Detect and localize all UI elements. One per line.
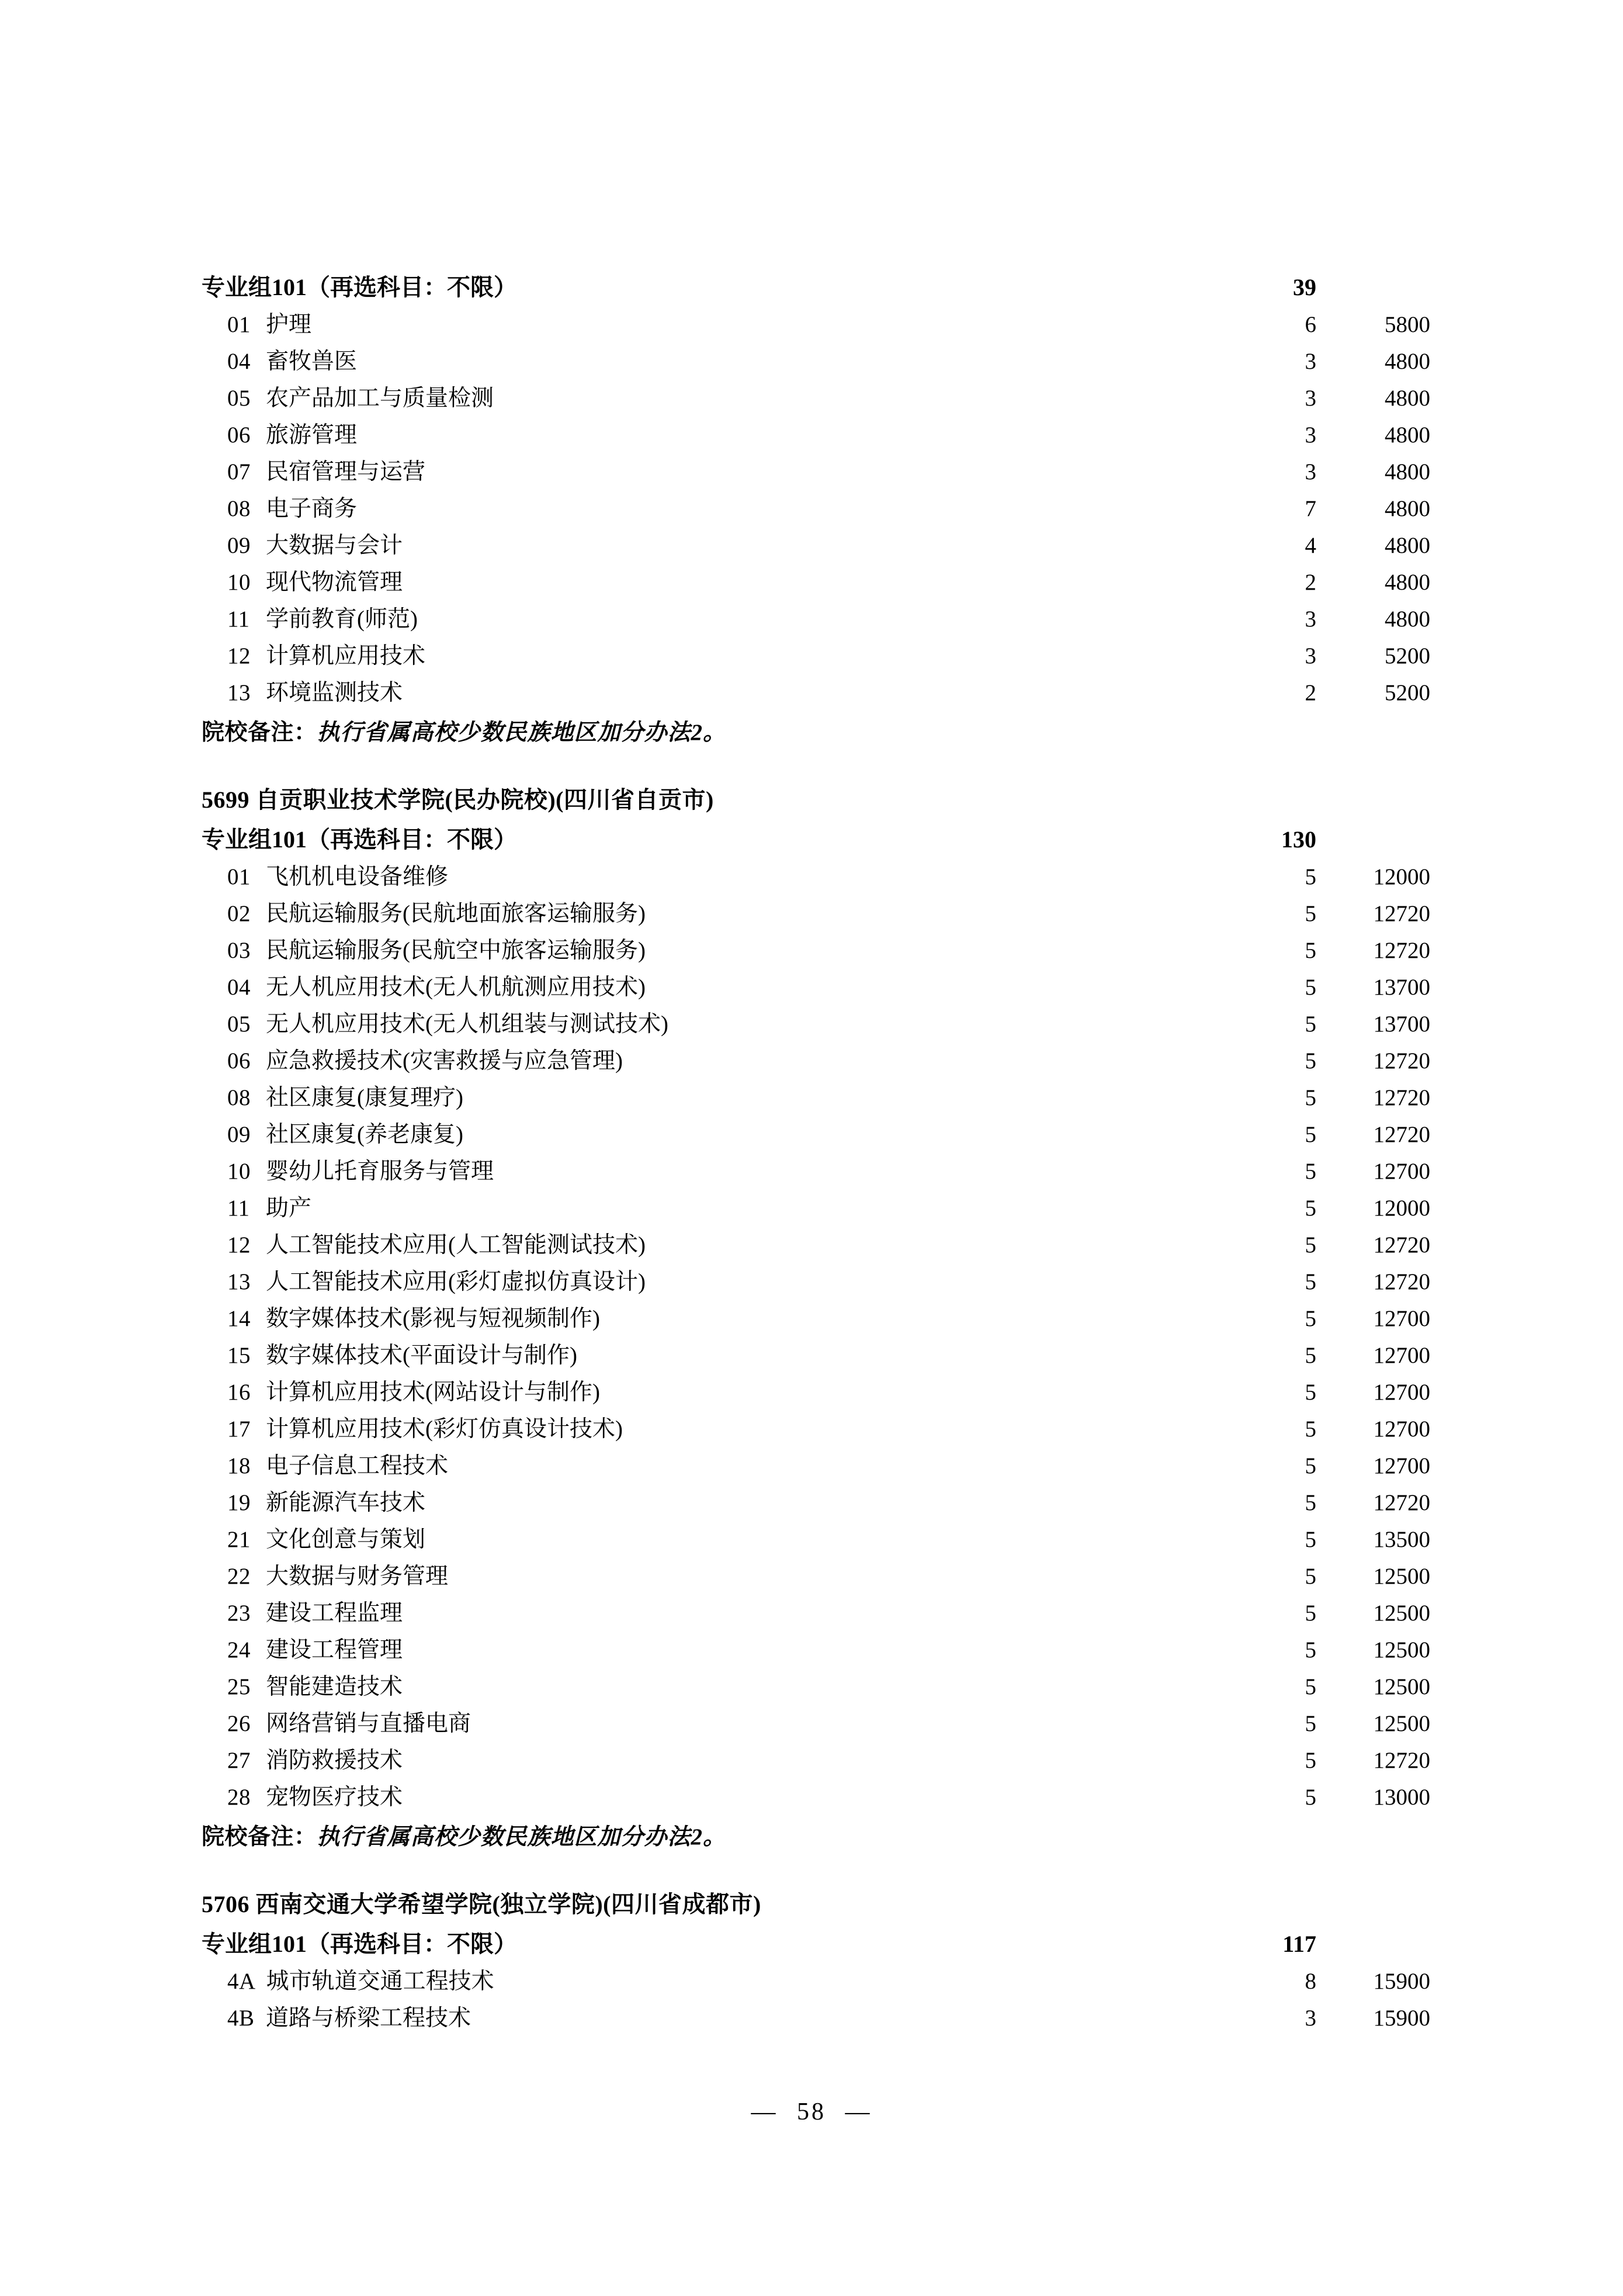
major-plan-count: 7 bbox=[1305, 496, 1316, 521]
major-name: 旅游管理 bbox=[266, 423, 358, 448]
major-row bbox=[202, 1263, 1430, 1300]
major-name: 道路与桥梁工程技术 bbox=[266, 2006, 471, 2031]
major-tuition-fee: 12720 bbox=[1373, 938, 1430, 963]
major-tuition-fee: 15900 bbox=[1373, 2006, 1430, 2031]
major-name: 应急救援技术(灾害救援与应急管理) bbox=[266, 1048, 623, 1073]
major-plan-count: 5 bbox=[1305, 901, 1316, 926]
major-plan-count: 5 bbox=[1305, 1711, 1316, 1736]
major-row bbox=[202, 932, 1430, 969]
major-row bbox=[202, 1447, 1430, 1484]
major-plan-count: 5 bbox=[1305, 1674, 1316, 1699]
major-code: 10 bbox=[227, 1159, 251, 1184]
major-code: 12 bbox=[227, 643, 251, 669]
major-tuition-fee: 12700 bbox=[1373, 1159, 1430, 1184]
major-plan-count: 5 bbox=[1305, 1601, 1316, 1626]
major-name: 人工智能技术应用(人工智能测试技术) bbox=[266, 1232, 646, 1258]
major-tuition-fee: 4800 bbox=[1385, 607, 1430, 632]
major-group-plan-count: 39 bbox=[1293, 274, 1316, 300]
major-row bbox=[202, 674, 1430, 711]
major-plan-count: 5 bbox=[1305, 938, 1316, 963]
major-code: 14 bbox=[227, 1306, 251, 1331]
major-plan-count: 6 bbox=[1305, 312, 1316, 337]
major-tuition-fee: 13500 bbox=[1373, 1527, 1430, 1552]
major-tuition-fee: 4800 bbox=[1385, 423, 1430, 448]
major-plan-count: 3 bbox=[1305, 643, 1316, 669]
major-group-header bbox=[202, 269, 1430, 306]
major-tuition-fee: 12720 bbox=[1373, 1269, 1430, 1294]
major-tuition-fee: 12500 bbox=[1373, 1637, 1430, 1663]
school-title: 5706 西南交通大学希望学院(独立学院)(四川省成都市) bbox=[202, 1891, 761, 1917]
major-name: 宠物医疗技术 bbox=[266, 1785, 403, 1810]
school-note-text: 执行省属高校少数民族地区加分办法2。 bbox=[317, 1824, 727, 1850]
major-tuition-fee: 12700 bbox=[1373, 1343, 1430, 1368]
major-plan-count: 8 bbox=[1305, 1969, 1316, 1994]
footer-dash-left: — bbox=[751, 2098, 778, 2125]
major-tuition-fee: 4800 bbox=[1385, 533, 1430, 558]
major-plan-count: 5 bbox=[1305, 1748, 1316, 1773]
major-name: 大数据与财务管理 bbox=[266, 1564, 449, 1589]
major-plan-count: 5 bbox=[1305, 1232, 1316, 1258]
major-row bbox=[202, 1558, 1430, 1595]
major-code: 05 bbox=[227, 1012, 251, 1037]
major-code: 21 bbox=[227, 1527, 251, 1552]
major-row bbox=[202, 601, 1430, 638]
major-row bbox=[202, 453, 1430, 490]
major-row bbox=[202, 1374, 1430, 1411]
school-note bbox=[202, 715, 1430, 751]
major-name: 民宿管理与运营 bbox=[266, 459, 426, 484]
major-name: 学前教育(师范) bbox=[266, 607, 418, 632]
major-plan-count: 5 bbox=[1305, 1085, 1316, 1110]
major-code: 04 bbox=[227, 349, 251, 374]
major-code: 11 bbox=[227, 607, 250, 632]
school-title: 5699 自贡职业技术学院(民办院校)(四川省自贡市) bbox=[202, 787, 714, 813]
major-code: 13 bbox=[227, 680, 251, 705]
major-name: 环境监测技术 bbox=[266, 680, 403, 705]
major-row bbox=[202, 490, 1430, 527]
major-group-plan-count: 117 bbox=[1282, 1931, 1316, 1957]
major-plan-count: 5 bbox=[1305, 1785, 1316, 1810]
major-code: 22 bbox=[227, 1564, 251, 1589]
major-tuition-fee: 12720 bbox=[1373, 1122, 1430, 1147]
major-name: 飞机机电设备维修 bbox=[266, 864, 449, 889]
major-name: 智能建造技术 bbox=[266, 1674, 403, 1699]
major-plan-count: 2 bbox=[1305, 680, 1316, 705]
major-row bbox=[202, 1963, 1430, 2000]
catalog-content bbox=[202, 269, 1430, 2037]
major-tuition-fee: 12700 bbox=[1373, 1380, 1430, 1405]
major-tuition-fee: 12500 bbox=[1373, 1674, 1430, 1699]
major-row bbox=[202, 527, 1430, 564]
major-tuition-fee: 12500 bbox=[1373, 1711, 1430, 1736]
major-plan-count: 5 bbox=[1305, 864, 1316, 889]
major-tuition-fee: 12720 bbox=[1373, 1085, 1430, 1110]
major-group-header bbox=[202, 821, 1430, 858]
major-row bbox=[202, 1300, 1430, 1337]
major-tuition-fee: 12700 bbox=[1373, 1417, 1430, 1442]
major-name: 无人机应用技术(无人机组装与测试技术) bbox=[266, 1012, 668, 1037]
major-plan-count: 3 bbox=[1305, 2006, 1316, 2031]
major-tuition-fee: 4800 bbox=[1385, 386, 1430, 411]
major-row bbox=[202, 1079, 1430, 1116]
major-plan-count: 5 bbox=[1305, 1637, 1316, 1663]
major-plan-count: 5 bbox=[1305, 1012, 1316, 1037]
major-code: 12 bbox=[227, 1232, 251, 1258]
major-tuition-fee: 5200 bbox=[1385, 680, 1430, 705]
major-name: 婴幼儿托育服务与管理 bbox=[266, 1159, 494, 1184]
major-code: 23 bbox=[227, 1601, 251, 1626]
major-tuition-fee: 13700 bbox=[1373, 1012, 1430, 1037]
major-code: 19 bbox=[227, 1490, 251, 1515]
major-name: 无人机应用技术(无人机航测应用技术) bbox=[266, 975, 646, 1000]
major-plan-count: 5 bbox=[1305, 1380, 1316, 1405]
major-name: 计算机应用技术 bbox=[266, 643, 426, 669]
catalog-block bbox=[202, 781, 1430, 1855]
major-code: 06 bbox=[227, 423, 251, 448]
major-name: 助产 bbox=[266, 1196, 312, 1221]
major-name: 城市轨道交通工程技术 bbox=[266, 1969, 494, 1994]
major-plan-count: 5 bbox=[1305, 1490, 1316, 1515]
major-name: 社区康复(康复理疗) bbox=[266, 1085, 463, 1110]
major-name: 消防救援技术 bbox=[266, 1748, 403, 1773]
major-tuition-fee: 5800 bbox=[1385, 312, 1430, 337]
catalog-block bbox=[202, 269, 1430, 751]
major-tuition-fee: 12000 bbox=[1373, 1196, 1430, 1221]
major-code: 04 bbox=[227, 975, 251, 1000]
major-code: 16 bbox=[227, 1380, 251, 1405]
major-row bbox=[202, 638, 1430, 674]
major-name: 电子信息工程技术 bbox=[266, 1453, 449, 1478]
major-group-label: 专业组101（再选科目：不限） bbox=[202, 1931, 517, 1957]
major-plan-count: 2 bbox=[1305, 570, 1316, 595]
footer-dash-right: — bbox=[845, 2098, 872, 2125]
major-tuition-fee: 12700 bbox=[1373, 1306, 1430, 1331]
major-code: 01 bbox=[227, 864, 251, 889]
major-tuition-fee: 12000 bbox=[1373, 864, 1430, 889]
major-code: 13 bbox=[227, 1269, 251, 1294]
major-row bbox=[202, 306, 1430, 343]
major-name: 计算机应用技术(彩灯仿真设计技术) bbox=[266, 1417, 623, 1442]
major-row bbox=[202, 1337, 1430, 1374]
major-name: 数字媒体技术(影视与短视频制作) bbox=[266, 1306, 600, 1331]
major-row bbox=[202, 1411, 1430, 1447]
major-group-plan-count: 130 bbox=[1281, 826, 1316, 853]
major-plan-count: 3 bbox=[1305, 386, 1316, 411]
school-note-text: 执行省属高校少数民族地区加分办法2。 bbox=[317, 720, 727, 745]
major-tuition-fee: 4800 bbox=[1385, 570, 1430, 595]
major-name: 建设工程管理 bbox=[266, 1637, 403, 1663]
major-name: 数字媒体技术(平面设计与制作) bbox=[266, 1343, 577, 1368]
major-group-label: 专业组101（再选科目：不限） bbox=[202, 274, 517, 300]
major-group-label: 专业组101（再选科目：不限） bbox=[202, 826, 517, 853]
major-row bbox=[202, 343, 1430, 380]
major-tuition-fee: 13000 bbox=[1373, 1785, 1430, 1810]
major-row bbox=[202, 1006, 1430, 1043]
major-row bbox=[202, 1521, 1430, 1558]
major-row bbox=[202, 969, 1430, 1006]
major-plan-count: 5 bbox=[1305, 1564, 1316, 1589]
major-row bbox=[202, 1742, 1430, 1779]
major-tuition-fee: 12720 bbox=[1373, 901, 1430, 926]
major-row bbox=[202, 1043, 1430, 1079]
major-plan-count: 5 bbox=[1305, 1269, 1316, 1294]
major-code: 15 bbox=[227, 1343, 251, 1368]
major-plan-count: 5 bbox=[1305, 1306, 1316, 1331]
major-name: 大数据与会计 bbox=[266, 533, 403, 558]
major-name: 护理 bbox=[266, 312, 312, 337]
major-row bbox=[202, 1632, 1430, 1668]
major-row bbox=[202, 1595, 1430, 1632]
major-code: 17 bbox=[227, 1417, 251, 1442]
school-note bbox=[202, 1819, 1430, 1855]
major-tuition-fee: 12720 bbox=[1373, 1048, 1430, 1073]
major-code: 4B bbox=[227, 2006, 255, 2031]
major-plan-count: 5 bbox=[1305, 1122, 1316, 1147]
major-name: 网络营销与直播电商 bbox=[266, 1711, 471, 1736]
major-code: 24 bbox=[227, 1637, 251, 1663]
major-tuition-fee: 4800 bbox=[1385, 496, 1430, 521]
major-name: 民航运输服务(民航空中旅客运输服务) bbox=[266, 938, 646, 963]
major-row bbox=[202, 1668, 1430, 1705]
major-tuition-fee: 12720 bbox=[1373, 1232, 1430, 1258]
major-plan-count: 5 bbox=[1305, 1196, 1316, 1221]
major-plan-count: 3 bbox=[1305, 607, 1316, 632]
major-name: 人工智能技术应用(彩灯虚拟仿真设计) bbox=[266, 1269, 646, 1294]
major-row bbox=[202, 1484, 1430, 1521]
major-name: 农产品加工与质量检测 bbox=[266, 386, 494, 411]
major-tuition-fee: 15900 bbox=[1373, 1969, 1430, 1994]
major-code: 27 bbox=[227, 1748, 251, 1773]
school-note-label: 院校备注： bbox=[202, 1824, 317, 1850]
major-tuition-fee: 4800 bbox=[1385, 349, 1430, 374]
major-name: 现代物流管理 bbox=[266, 570, 403, 595]
major-row bbox=[202, 564, 1430, 601]
major-row bbox=[202, 2000, 1430, 2037]
major-tuition-fee: 12500 bbox=[1373, 1564, 1430, 1589]
major-name: 民航运输服务(民航地面旅客运输服务) bbox=[266, 901, 646, 926]
page-number: 58 bbox=[797, 2098, 826, 2125]
major-code: 10 bbox=[227, 570, 251, 595]
major-plan-count: 3 bbox=[1305, 423, 1316, 448]
major-row bbox=[202, 380, 1430, 417]
major-code: 26 bbox=[227, 1711, 251, 1736]
major-tuition-fee: 12500 bbox=[1373, 1601, 1430, 1626]
major-code: 08 bbox=[227, 1085, 251, 1110]
page-footer bbox=[0, 2098, 1623, 2126]
major-name: 社区康复(养老康复) bbox=[266, 1122, 463, 1147]
major-code: 11 bbox=[227, 1196, 250, 1221]
major-code: 18 bbox=[227, 1453, 251, 1478]
major-code: 4A bbox=[227, 1969, 256, 1994]
major-plan-count: 5 bbox=[1305, 1453, 1316, 1478]
major-name: 新能源汽车技术 bbox=[266, 1490, 426, 1515]
major-group-header bbox=[202, 1926, 1430, 1963]
major-name: 电子商务 bbox=[266, 496, 358, 521]
major-row bbox=[202, 1705, 1430, 1742]
major-plan-count: 5 bbox=[1305, 1048, 1316, 1073]
major-tuition-fee: 5200 bbox=[1385, 643, 1430, 669]
major-code: 09 bbox=[227, 533, 251, 558]
major-row bbox=[202, 1779, 1430, 1816]
major-tuition-fee: 12700 bbox=[1373, 1453, 1430, 1478]
major-row bbox=[202, 1190, 1430, 1227]
major-plan-count: 4 bbox=[1305, 533, 1316, 558]
major-row bbox=[202, 417, 1430, 453]
major-plan-count: 5 bbox=[1305, 1343, 1316, 1368]
major-code: 01 bbox=[227, 312, 251, 337]
catalog-block bbox=[202, 1886, 1430, 2037]
major-code: 25 bbox=[227, 1674, 251, 1699]
major-plan-count: 5 bbox=[1305, 1159, 1316, 1184]
major-tuition-fee: 13700 bbox=[1373, 975, 1430, 1000]
major-tuition-fee: 12720 bbox=[1373, 1748, 1430, 1773]
major-row bbox=[202, 895, 1430, 932]
major-plan-count: 3 bbox=[1305, 349, 1316, 374]
major-tuition-fee: 4800 bbox=[1385, 459, 1430, 484]
school-note-label: 院校备注： bbox=[202, 720, 317, 745]
major-code: 05 bbox=[227, 386, 251, 411]
major-plan-count: 5 bbox=[1305, 1417, 1316, 1442]
major-plan-count: 5 bbox=[1305, 1527, 1316, 1552]
major-plan-count: 5 bbox=[1305, 975, 1316, 1000]
major-tuition-fee: 12720 bbox=[1373, 1490, 1430, 1515]
major-row bbox=[202, 1153, 1430, 1190]
major-row bbox=[202, 1227, 1430, 1263]
major-code: 09 bbox=[227, 1122, 251, 1147]
major-code: 07 bbox=[227, 459, 251, 484]
major-row bbox=[202, 1116, 1430, 1153]
major-code: 08 bbox=[227, 496, 251, 521]
major-name: 建设工程监理 bbox=[266, 1601, 403, 1626]
major-row bbox=[202, 858, 1430, 895]
major-code: 06 bbox=[227, 1048, 251, 1073]
major-code: 02 bbox=[227, 901, 251, 926]
major-code: 03 bbox=[227, 938, 251, 963]
major-code: 28 bbox=[227, 1785, 251, 1810]
major-name: 计算机应用技术(网站设计与制作) bbox=[266, 1380, 600, 1405]
major-plan-count: 3 bbox=[1305, 459, 1316, 484]
major-name: 畜牧兽医 bbox=[266, 349, 358, 374]
major-name: 文化创意与策划 bbox=[266, 1527, 426, 1552]
